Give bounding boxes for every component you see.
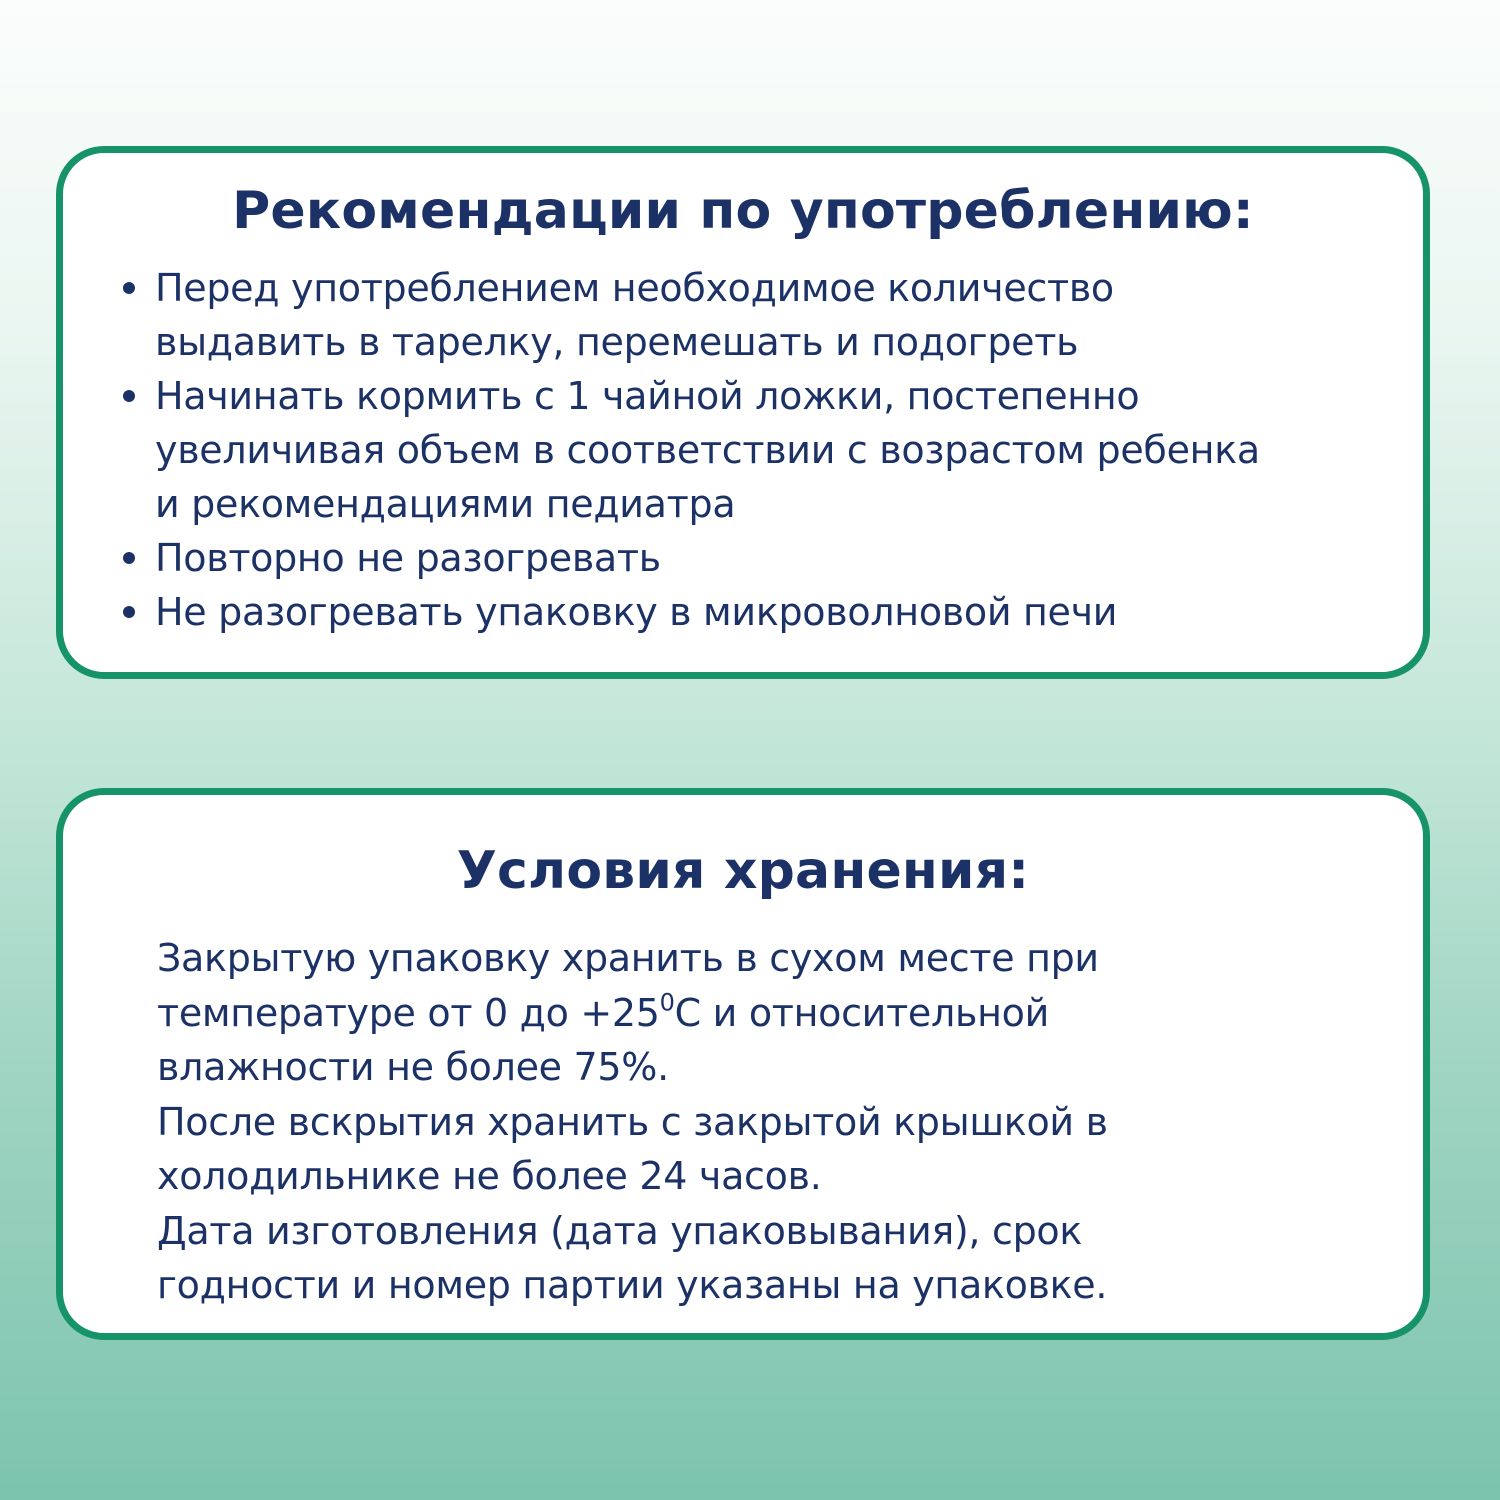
bullet-dot-icon: [123, 390, 135, 402]
storage-paragraph-temperature: [157, 931, 1263, 1095]
storage-conditions-panel: [56, 788, 1430, 1340]
usage-item-text: Перед употреблением необходимое количество выдавить в тарелку, перемешать и подогреть: [155, 266, 1114, 364]
usage-item: [155, 585, 1293, 639]
storage-paragraph-production-date: Дата изготовления (дата упаковывания), срок годности и номер партии указаны на упаковке.: [157, 1208, 1108, 1307]
bullet-dot-icon: [123, 282, 135, 294]
storage-title: Условия хранения:: [456, 841, 1030, 901]
usage-item-text: Не разогревать упаковку в микроволновой печи: [155, 590, 1118, 634]
bullet-dot-icon: [123, 606, 135, 618]
storage-paragraph-after-opening: После вскрытия хранить с закрытой крышкой в холодильнике не более 24 часов.: [157, 1099, 1108, 1198]
usage-title: Рекомендации по употреблению:: [232, 181, 1254, 241]
storage-paragraph-part: Закрытую упаковку хранить в сухом месте при температуре от 0 до +25: [157, 936, 1099, 1035]
usage-recommendations-panel: [56, 146, 1430, 679]
storage-paragraph-part: С и относительной влажности не более 75%.: [157, 990, 1049, 1089]
storage-text: [63, 931, 1263, 1313]
usage-item-text: Начинать кормить с 1 чайной ложки, постепенно увеличивая объем в соответствии с возрастом ребенка и рекомендациями педиатра: [155, 374, 1260, 526]
usage-item: [155, 531, 1293, 585]
temperature-superscript: 0: [659, 987, 675, 1016]
usage-list: [63, 261, 1293, 639]
usage-item: [155, 261, 1293, 369]
bullet-dot-icon: [123, 552, 135, 564]
usage-item-text: Повторно не разогревать: [155, 536, 661, 580]
usage-item: [155, 369, 1293, 531]
